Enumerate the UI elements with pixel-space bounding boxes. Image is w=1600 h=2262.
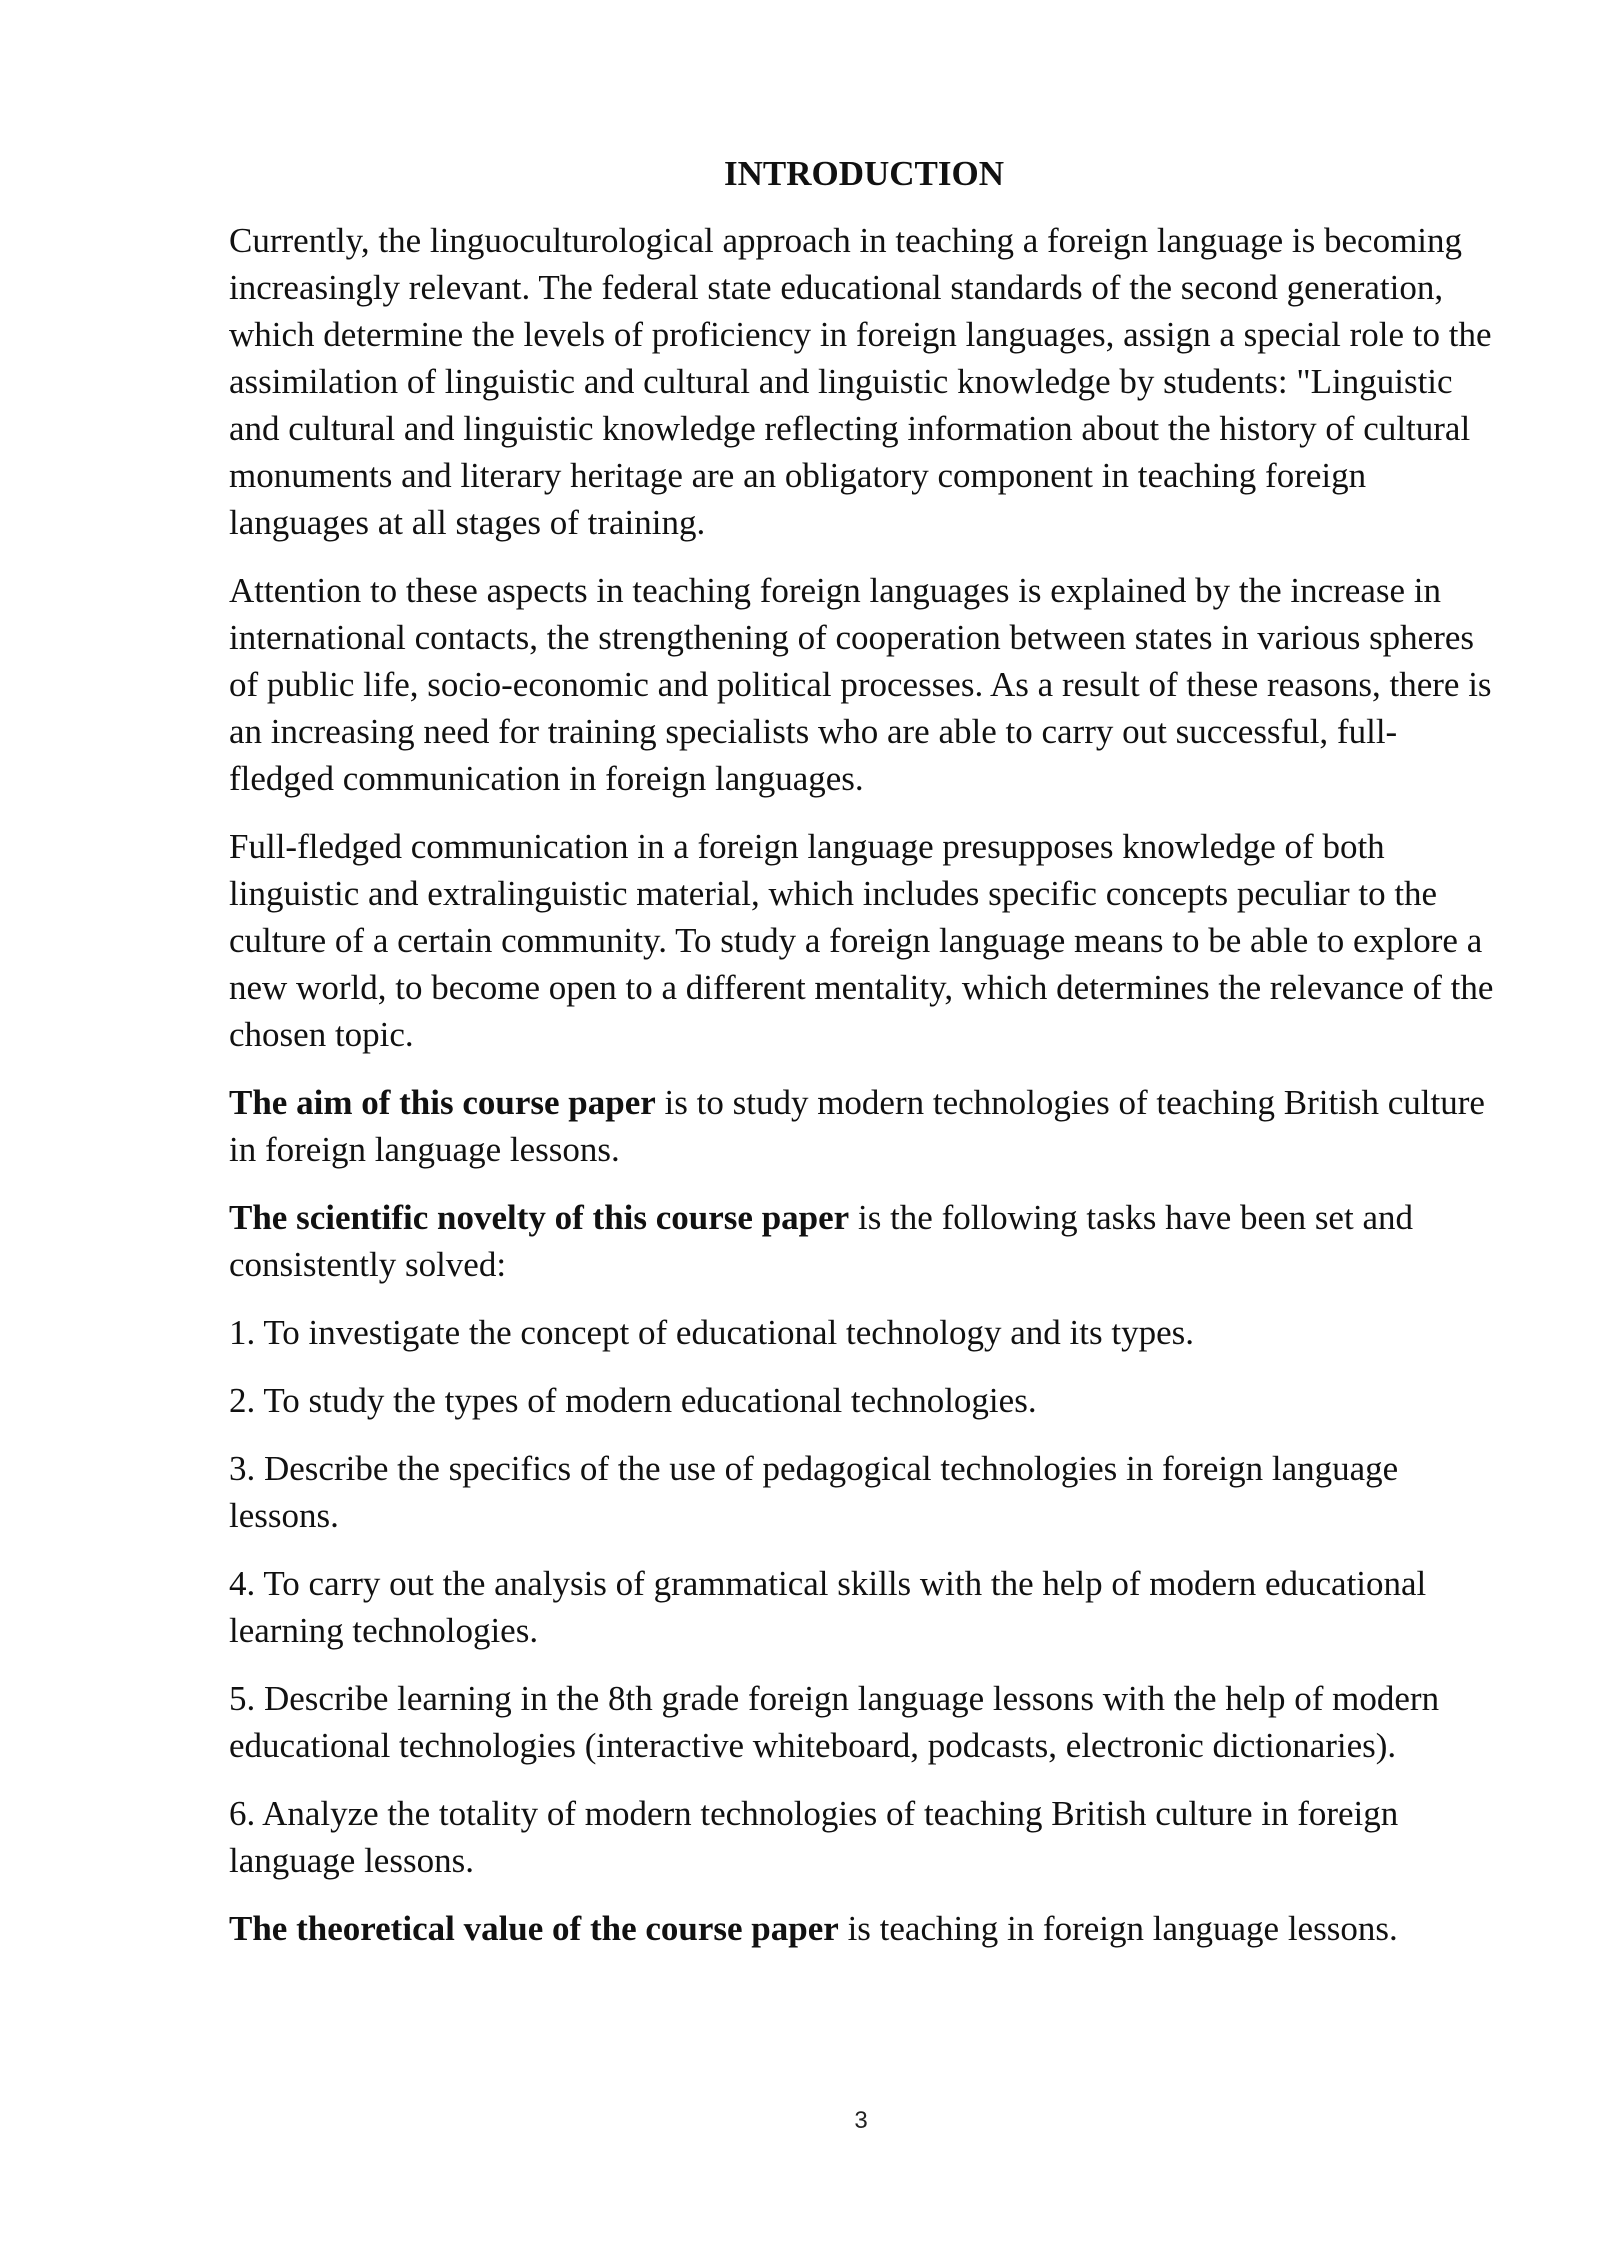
intro-paragraph-1: Currently, the linguoculturological approach in teaching a foreign language is becoming increasingly relevant. The federal state educational standards of the second generation, which determine the levels of proficiency in foreign languages, assign a special role to the assimilation of linguistic and cultural and linguistic knowledge by students: "Linguistic and cultural and linguistic knowledge reflecting information about the history of cultural monuments and literary heritage are an obligatory component in teaching foreign languages at all stages of training. (229, 221, 1492, 542)
page-number: 3 (854, 2107, 868, 2134)
aim-label: The aim of this course paper (229, 1083, 656, 1122)
task-item-5: 5. Describe learning in the 8th grade foreign language lessons with the help of modern educational technologies (interactive whiteboard, podcasts, electronic dictionaries). (229, 1679, 1440, 1765)
aim-paragraph (229, 1079, 1499, 1173)
theoretical-value-paragraph (229, 1905, 1499, 1952)
task-item-3: 3. Describe the specifics of the use of pedagogical technologies in foreign language lessons. (229, 1449, 1399, 1535)
task-item-4: 4. To carry out the analysis of grammatical skills with the help of modern educational learning technologies. (229, 1564, 1427, 1650)
section-heading: INTRODUCTION (723, 154, 1005, 193)
theoretical-value-text: is teaching in foreign language lessons. (838, 1909, 1398, 1948)
novelty-text: is the following tasks have been set and consistently solved: (229, 1198, 1413, 1284)
theoretical-value-label: The theoretical value of the course paper (229, 1909, 839, 1948)
page-body (229, 150, 1499, 1973)
task-item-1: 1. To investigate the concept of educational technology and its types. (229, 1313, 1194, 1352)
aim-text: is to study modern technologies of teaching British culture in foreign language lessons. (229, 1083, 1485, 1169)
novelty-paragraph (229, 1194, 1499, 1288)
novelty-label: The scientific novelty of this course paper (229, 1198, 850, 1237)
task-item-2: 2. To study the types of modern educational technologies. (229, 1381, 1037, 1420)
intro-paragraph-3: Full-fledged communication in a foreign language presupposes knowledge of both linguistic and extralinguistic material, which includes specific concepts peculiar to the culture of a certain community. To study a foreign language means to be able to explore a new world, to become open to a different mentality, which determines the relevance of the chosen topic. (229, 827, 1494, 1054)
task-item-6: 6. Analyze the totality of modern technologies of teaching British culture in foreign language lessons. (229, 1794, 1399, 1880)
intro-paragraph-2: Attention to these aspects in teaching foreign languages is explained by the increase in international contacts, the strengthening of cooperation between states in various spheres of public life, socio-economic and political processes. As a result of these reasons, there is an increasing need for training specialists who are able to carry out successful, full-fledged communication in foreign languages. (229, 571, 1492, 798)
